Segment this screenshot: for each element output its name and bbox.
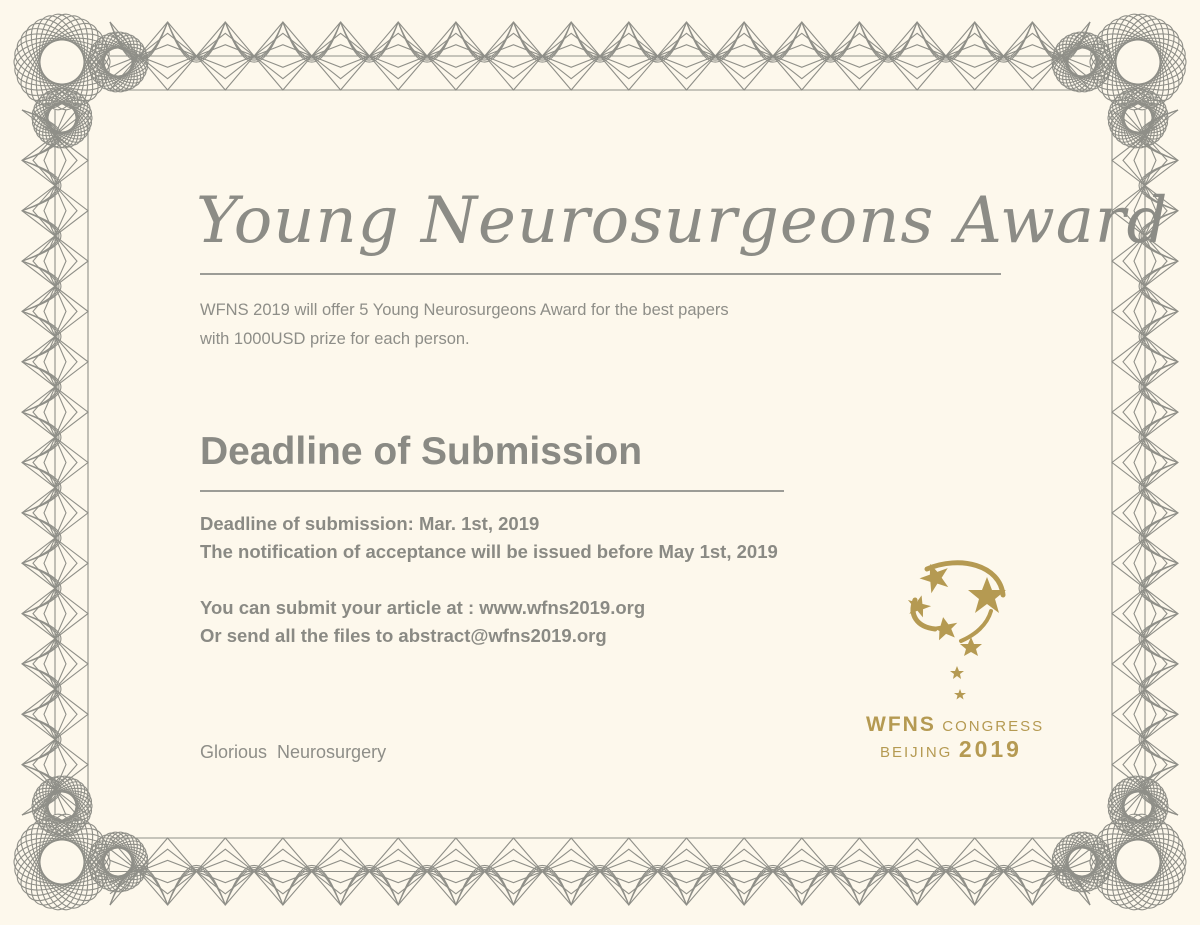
logo-congress-text: CONGRESS <box>942 718 1045 735</box>
deadline-heading: Deadline of Submission <box>200 430 643 473</box>
logo-text-congress <box>866 713 1044 737</box>
logo-year-text: 2019 <box>958 736 1022 762</box>
intro-text-line-2: with 1000USD prize for each person. <box>200 330 470 348</box>
notification-date-text: The notification of acceptance will be issued before May 1st, 2019 <box>200 541 778 562</box>
logo-text-beijing <box>880 736 1022 763</box>
footer-motto: Glorious Neurosurgery <box>200 742 387 762</box>
deadline-date-text: Deadline of submission: Mar. 1st, 2019 <box>200 513 540 534</box>
submission-website-text: You can submit your article at : www.wfns2019.org <box>200 597 646 618</box>
stars-swirl-logo-icon <box>905 555 1015 705</box>
certificate-title: Young Neurosurgeons Award <box>196 184 1169 258</box>
intro-text-line-1: WFNS 2019 will offer 5 Young Neurosurgeons Award for the best papers <box>200 301 729 319</box>
logo-beijing-text: BEIJING <box>880 744 953 761</box>
logo-wfns-text: WFNS <box>866 713 936 736</box>
deadline-divider <box>200 490 784 492</box>
title-divider <box>200 273 1001 275</box>
submission-email-text: Or send all the files to abstract@wfns2019.org <box>200 625 607 646</box>
